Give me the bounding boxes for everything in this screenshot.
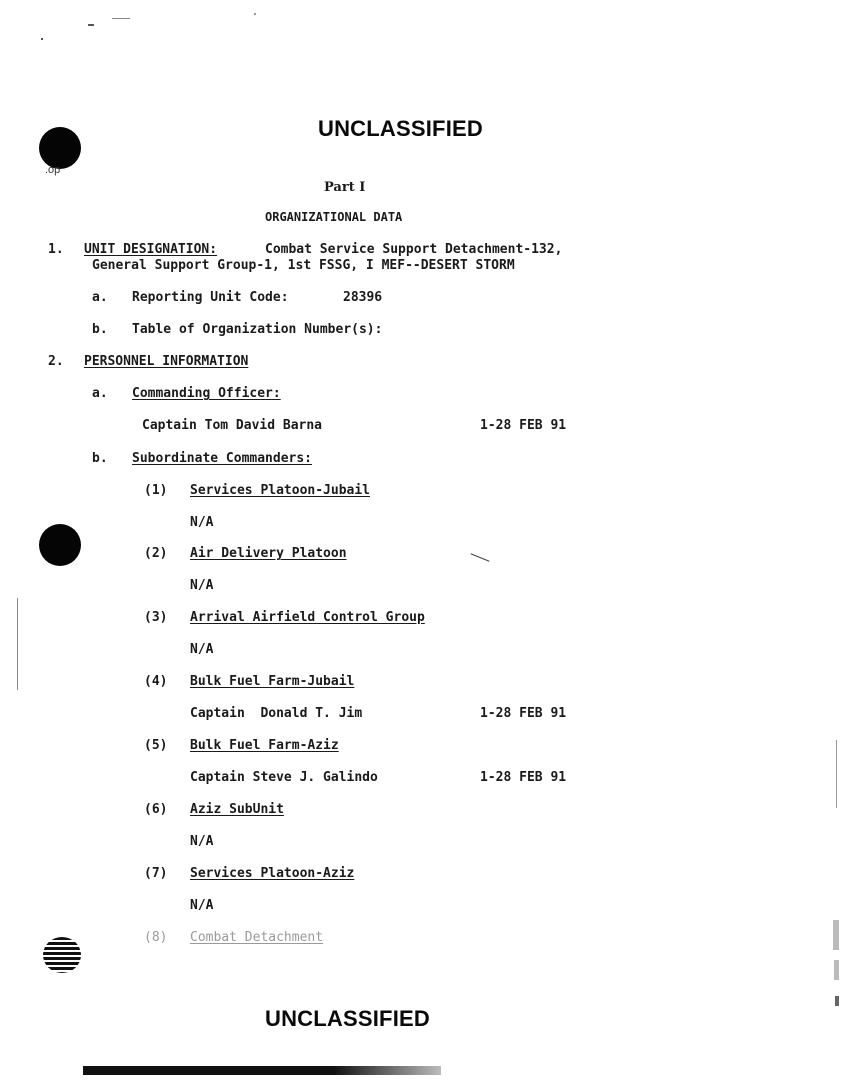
classification-footer: UNCLASSIFIED [265, 1006, 430, 1031]
punch-hole-bottom [43, 937, 81, 973]
sub-item-letter: a. [92, 386, 108, 401]
unit-name: Combat Detachment [190, 930, 324, 945]
item-number: 2. [48, 354, 64, 369]
scan-speck [834, 960, 839, 980]
scan-speck [254, 13, 256, 15]
scan-speck [41, 38, 43, 40]
sub-item-letter: b. [92, 451, 108, 466]
table-of-organization-label: Table of Organization Number(s): [132, 322, 383, 337]
unit-number: (2) [144, 546, 168, 561]
unit-commander-dates: 1-28 FEB 91 [480, 770, 567, 785]
unit-commander: N/A [190, 898, 214, 913]
unit-designation-heading: UNIT DESIGNATION: [84, 242, 218, 257]
scan-speck [17, 598, 18, 690]
reporting-unit-code-value: 28396 [343, 290, 383, 305]
commanding-officer-name: Captain Tom David Barna [142, 418, 323, 433]
scan-speck [88, 24, 94, 26]
unit-commander: N/A [190, 515, 214, 530]
margin-note: .op [45, 164, 61, 176]
unit-name: Bulk Fuel Farm-Jubail [190, 674, 355, 689]
unit-commander: N/A [190, 834, 214, 849]
unit-name: Air Delivery Platoon [190, 546, 347, 561]
sub-item-letter: a. [92, 290, 108, 305]
sub-item-letter: b. [92, 322, 108, 337]
unit-designation-text: General Support Group-1, 1st FSSG, I MEF--DESERT STORM [92, 258, 515, 273]
bottom-scan-bar [83, 1066, 441, 1075]
subordinate-commanders-heading: Subordinate Commanders: [132, 451, 313, 466]
item-number: 1. [48, 242, 64, 257]
unit-name: Aziz SubUnit [190, 802, 284, 817]
commanding-officer-dates: 1-28 FEB 91 [480, 418, 567, 433]
unit-number: (7) [144, 866, 168, 881]
unit-designation-text: Combat Service Support Detachment-132, [265, 242, 563, 257]
part-label: Part I [324, 180, 366, 195]
commanding-officer-heading: Commanding Officer: [132, 386, 281, 401]
scan-speck [112, 18, 130, 19]
unit-commander: Captain Donald T. Jim [190, 706, 363, 721]
classification-header: UNCLASSIFIED [318, 116, 483, 141]
unit-name: Arrival Airfield Control Group [190, 610, 425, 625]
unit-name: Services Platoon-Aziz [190, 866, 355, 881]
section-title: ORGANIZATIONAL DATA [265, 210, 403, 224]
unit-name: Bulk Fuel Farm-Aziz [190, 738, 339, 753]
unit-commander: Captain Steve J. Galindo [190, 770, 378, 785]
punch-hole-middle [39, 524, 81, 566]
scan-speck [836, 740, 837, 808]
scan-speck [833, 920, 839, 950]
reporting-unit-code-label: Reporting Unit Code: [132, 290, 289, 305]
unit-number: (6) [144, 802, 168, 817]
unit-number: (5) [144, 738, 168, 753]
unit-commander: N/A [190, 578, 214, 593]
unit-number: (3) [144, 610, 168, 625]
punch-hole-top [39, 127, 81, 169]
unit-name: Services Platoon-Jubail [190, 483, 371, 498]
unit-commander: N/A [190, 642, 214, 657]
unit-commander-dates: 1-28 FEB 91 [480, 706, 567, 721]
unit-number: (4) [144, 674, 168, 689]
unit-number: (1) [144, 483, 168, 498]
personnel-information-heading: PERSONNEL INFORMATION [84, 354, 249, 369]
unit-number: (8) [144, 930, 168, 945]
scan-speck [471, 553, 490, 561]
scan-speck [835, 996, 839, 1006]
